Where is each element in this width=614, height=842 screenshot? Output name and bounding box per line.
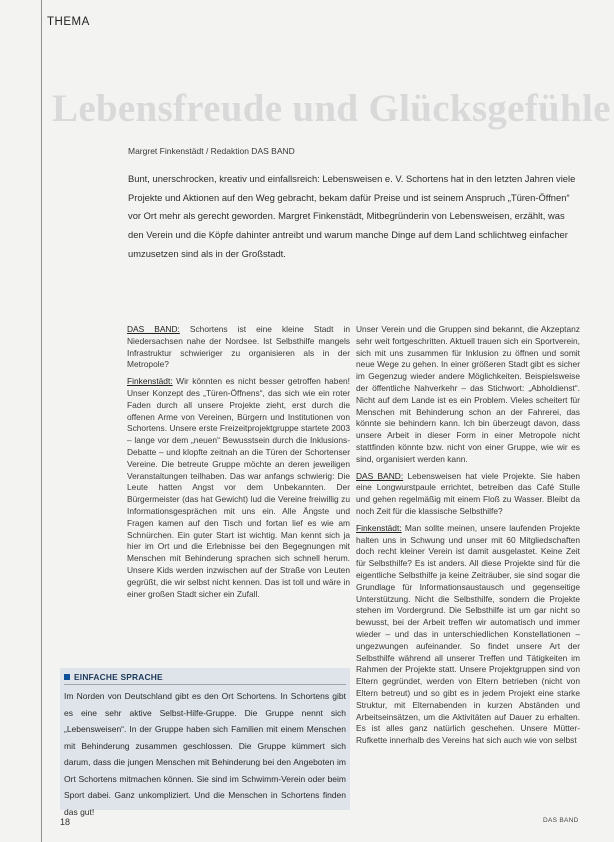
byline: Margret Finkenstädt / Redaktion DAS BAND bbox=[128, 146, 295, 156]
easy-language-heading bbox=[64, 672, 163, 682]
paragraph-text: Wir könnten es nicht besser getroffen haben! Unser Konzept des „Türen-Öffnens“, das sich wie ein roter Faden durch all unsere Projekte zieht, erst durch die offenen Arme von Vereinen, Bürgern und Institutionen von Schortens. Unsere erste Freizeitprojektgruppe startete 2003 – lange vor dem „neuen“ Bewusstsein durch die Inklusions-Debatte – und klopfte zeitnah an die Türen der Schortenser Vereine. Die betreute Gruppe möchte an deren jeweiligen Veranstaltungen teilhaben. Das war anfangs schwierig: Die Leute hatten Angst vor dem Unbekannten. Der Bürgermeister (das hat Gewicht) lud die Vereine freiwillig zu Informationsgesprächen mit uns ein. Alle Ängste und Fragen kamen auf den Tisch und fortan lief es wie am Schnürchen. Ein guter Start ist wichtig. Man kennt sich ja hier im Ort und die Erlebnisse bei den Begegnungen mit Menschen mit Behinderung sprachen sich schnell herum. Unsere Kids werden inzwischen auf der Straße von Leuten gegrüßt, die wir selbst nicht kennen. Das ist toll und wäre in einer großen Stadt sicher ein Zufall. bbox=[127, 376, 350, 599]
divider bbox=[64, 684, 346, 685]
paragraph-text: Unser Verein und die Gruppen sind bekannt, die Akzeptanz sehr weit fortgeschritten. Aktuell trauen sich ein Sportverein, sich mit uns zusammen für Inklusion zu öffnen und somit neue Wege zu gehen. In einer größeren Stadt gibt es sicher im Gegenzug wieder andere Möglichkeiten. Beispielsweise der öffentliche Nahverkehr – das Stichwort: „Abholdienst“. Nicht auf dem Lande ist es ein Problem. Vieles scheitert für Menschen mit Behinderung schon an der Fahrerei, das könnte sie behindern kann. Ich bin überzeugt davon, dass unsere Arbeit in dieser Form in einer Metropole nicht stattfinden könnte bzw. nicht von einer Gruppe, wie wir es sind, organisiert werden kann. bbox=[356, 324, 580, 464]
binding-line bbox=[41, 0, 42, 842]
paragraph bbox=[127, 376, 350, 600]
easy-language-text: Im Norden von Deutschland gibt es den Ort Schortens. In Schortens gibt es eine sehr aktive Selbst-Hilfe-Gruppe. Die Gruppe nennt sich „Lebensweisen“. In der Gruppe haben sich Familien mit einem Menschen mit Behinderung zusammen geschlossen. Die Gruppe kümmert sich darum, dass die jungen Menschen mit Behinderung bei den Angeboten im Ort Schortens mitmachen können. Sie sind im Schwimm-Verein oder beim Sport dabei. Ganz unkompliziert. Und die Menschen in Schortens finden das gut! bbox=[64, 691, 346, 817]
paragraph bbox=[356, 523, 580, 747]
speaker-label: Finkenstädt: bbox=[127, 376, 173, 387]
square-bullet-icon bbox=[64, 674, 70, 680]
paragraph bbox=[127, 324, 350, 371]
right-column bbox=[356, 324, 580, 752]
section-label: THEMA bbox=[47, 16, 90, 28]
paragraph bbox=[356, 324, 580, 466]
paragraph-text: Man sollte meinen, unsere laufenden Projekte halten uns in Schwung und unser mit 60 Mitgliedschaften doch recht kleiner Verein ist damit ausgelastet. Keine Zeit für Selbsthilfe? Es ist anders. All diese Projekte sind für die eigentliche Selbsthilfe ja keine Zeiträuber, sie sind sogar die Grundlage für Informationsaustausch und gegenseitige Unterstützung. Nicht die Selbsthilfe, sondern die Projekte stehen im Vordergrund. Die Selbsthilfe ist um gar nicht so bewusst, bei der Arbeit treffen wir automatisch und immer wieder – und das in unterschiedlichen Konstellationen – ungezwungen aufeinander. So findet unsere Art der Selbsthilfe während all unserer Treffen und Tätigkeiten im Rahmen der Projekte statt. Unsere Projektgruppen sind von Eltern gegründet, werden von Eltern betrieben (nicht von Eltern betreut) und so gibt es in jedem Projekt eine starke Struktur, mit Elternabenden in kurzen Abständen und Arbeitseinsätzen, um die Aktivitäten auf Dauer zu erhalten. Es ist alles ganz natürlich geschehen. Unsere Mütter-Rufkette innerhalb des Vereins hat sich auch wie von selbst bbox=[356, 522, 580, 746]
easy-language-heading-text: EINFACHE SPRACHE bbox=[74, 672, 163, 682]
paragraph-text: Schortens ist eine kleine Stadt in Niedersachsen nahe der Nordsee. Ist Selbsthilfe mangels Infrastruktur schwieriger zu organisieren als in der Metropole? bbox=[127, 324, 350, 370]
left-column bbox=[127, 324, 350, 605]
speaker-label: DAS BAND: bbox=[356, 470, 404, 481]
paragraph-text: Lebensweisen hat viele Projekte. Sie haben eine Longwurstpaule errichtet, betreiben das Café Stulle und gehen regelmäßig mit einem Floß zu Wasser. Bleibt da noch Zeit für die klassische Selbsthilfe? bbox=[356, 470, 580, 516]
magazine-name: DAS BAND bbox=[543, 817, 579, 824]
article-title: Lebensfreude und Glücksgefühle bbox=[52, 87, 611, 130]
lead-paragraph: Bunt, unerschrocken, kreativ und einfallsreich: Lebensweisen e. V. Schortens hat in den letzten Jahren viele Projekte und Aktionen auf den Weg gebracht, bekam dafür Preise und ist seinem Anspruch „Türen-Öffnen“ vor Ort mehr als gerecht geworden. Margret Finkenstädt, Mitbegründerin von Lebensweisen, erzählt, was den Verein und die Köpfe dahinter antreibt und warum manche Dinge auf dem Land schlichtweg einfacher umzusetzen sind als in der Großstadt. bbox=[128, 173, 576, 259]
paragraph bbox=[356, 471, 580, 518]
easy-language-box bbox=[60, 668, 350, 817]
speaker-label: DAS BAND: bbox=[127, 324, 180, 334]
page-number: 18 bbox=[60, 817, 71, 827]
speaker-label: Finkenstädt: bbox=[356, 522, 402, 533]
